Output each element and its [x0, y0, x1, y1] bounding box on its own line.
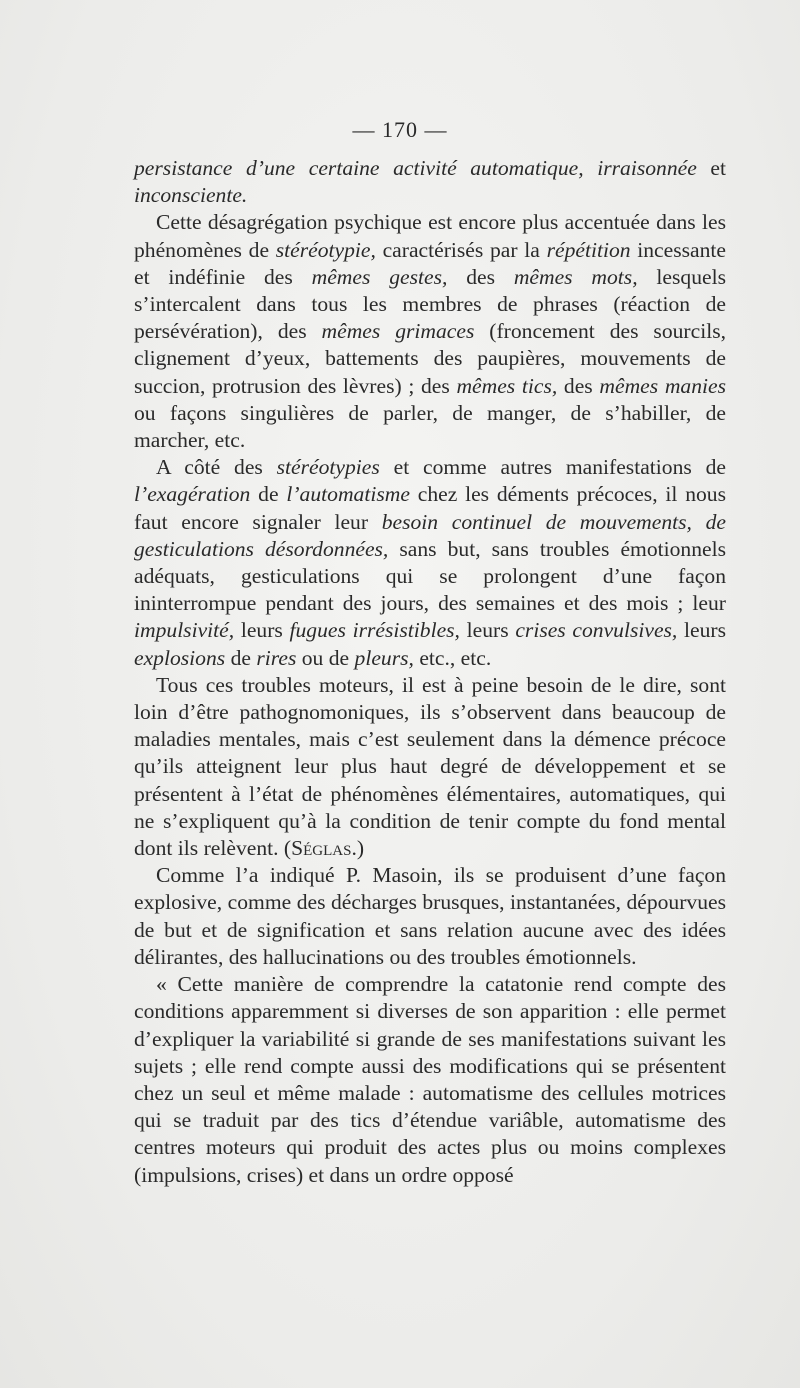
text-run: leurs	[677, 618, 726, 643]
text-run: lesquels s’intercalent dans tous les membres de phrases (réaction de persévération), des	[134, 264, 726, 344]
text-run: « Cette manière de comprendre la catatonie rend compte des conditions apparemment si diverses de son apparition : elle permet d’expliquer la variabilité si grande de ses manifestations suivant les sujets ; elle rend compte aussi des modifications qui se présentent chez un seul et même malade : automatisme des cellules motrices qui se traduit par des tics d’étendue variâble, automatisme des centres moteurs qui produit des actes plus ou moins complexes (impulsions, crises) et dans un ordre opposé	[134, 972, 726, 1187]
text-run: et	[696, 156, 727, 180]
paragraph-p4	[134, 672, 726, 862]
italic-text-run: mêmes manies	[599, 373, 726, 398]
text-run: sans but, sans troubles émotionnels adéquats, gesticulations qui se prolongent d’une façon ininterrompue pendant des jours, des semaines et des mois ; leur	[134, 536, 727, 616]
italic-text-run: fugues irrésistibles,	[289, 618, 460, 643]
italic-text-run: répétition	[546, 237, 631, 262]
text-run: leurs	[234, 618, 290, 643]
text-run: des	[557, 373, 600, 398]
text-run: etc., etc.	[413, 645, 492, 670]
paragraph-p5	[134, 862, 726, 971]
italic-text-run: impulsivité,	[134, 618, 235, 643]
text-run: Cette désagrégation psychique est encore plus accentuée dans les phénomènes de	[134, 210, 726, 262]
italic-text-run: persistance d’une certaine activité automatique, irraisonnée	[134, 156, 697, 180]
text-run: Séglas	[291, 836, 352, 861]
paragraph-p2	[134, 209, 726, 454]
italic-text-run: inconsciente.	[134, 183, 248, 208]
text-run: chez les déments précoces, il nous faut encore signaler leur	[134, 482, 727, 534]
text-run: des	[447, 264, 514, 289]
italic-text-run: mêmes gestes,	[311, 264, 448, 289]
text-run: incessante et indéfinie des	[134, 237, 726, 289]
italic-text-run: mêmes grimaces	[321, 319, 475, 344]
italic-text-run: rires	[256, 645, 297, 670]
paragraph-p1	[134, 155, 726, 209]
text-run: .)	[351, 836, 365, 861]
text-run: leurs	[459, 618, 516, 643]
paragraph-p3	[134, 454, 726, 672]
italic-text-run: pleurs,	[354, 645, 414, 670]
text-run: Tous ces troubles moteurs, il est à peine besoin de le dire, sont loin d’être pathognomoniques, ils s’observent dans beaucoup de maladies mentales, mais c’est seulement dans la démence précoce qu’ils atteignent leur plus haut degré de développement et se présentent à l’état de phénomènes élémentaires, automatiques, qui ne s’expliquent qu’à la condition de tenir compte du fond mental dont ils relèvent. (	[134, 672, 726, 861]
italic-text-run: crises convulsives,	[515, 618, 678, 643]
text-run: ou de	[296, 645, 355, 670]
text-body	[134, 155, 726, 1189]
text-run: A côté des	[156, 455, 277, 480]
text-run: (froncement des sourcils, clignement d’yeux, battements des paupières, mouvements de succion, protrusion des lèvres) ; des	[134, 319, 726, 398]
italic-text-run: besoin continuel de mouvements, de gesticulations désordonnées,	[134, 509, 726, 561]
text-run: caractérisés par la	[375, 237, 547, 262]
italic-text-run: stéréotypie,	[275, 237, 376, 262]
italic-text-run: stéréotypies	[276, 455, 380, 480]
page-number: — 170 —	[352, 117, 448, 142]
text-run: Comme l’a indiqué P. Masoin, ils se produisent d’une façon explosive, comme des décharges brusques, instantanées, dépourvues de but et de signification et sans relation aucune avec des idées délirantes, des hallucinations ou des troubles émotionnels.	[134, 863, 726, 969]
paragraph-p6	[134, 971, 726, 1189]
text-run: et comme autres manifestations de	[379, 455, 726, 480]
italic-text-run: mêmes mots,	[513, 264, 638, 289]
italic-text-run: explosions	[134, 645, 226, 670]
text-run: de	[225, 645, 257, 670]
text-run: de	[250, 482, 287, 507]
italic-text-run: l’exagération	[134, 482, 251, 507]
italic-text-run: mêmes tics,	[456, 373, 558, 398]
text-run: ou façons singulières de parler, de manger, de s’habiller, de marcher, etc.	[134, 400, 726, 453]
italic-text-run: l’automatisme	[286, 482, 410, 507]
